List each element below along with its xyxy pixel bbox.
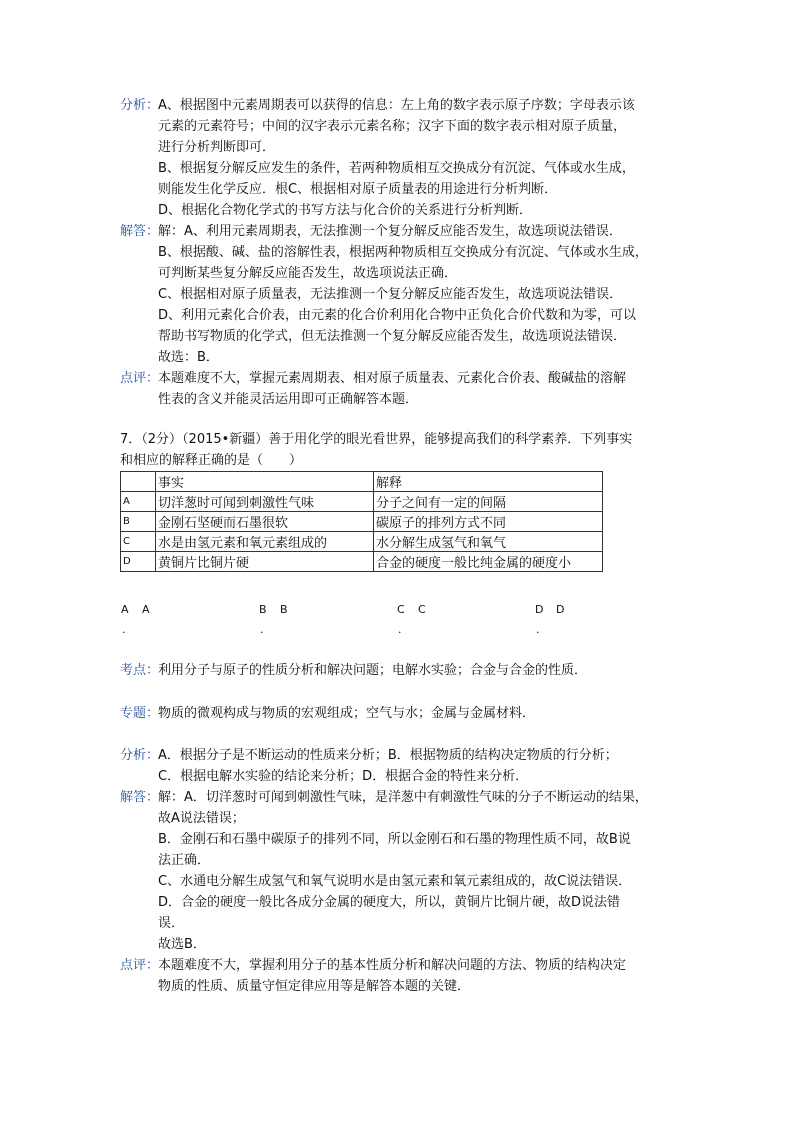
text-line: C、根据相对原子质量表，无法推测一个复分解反应能否发生，故选项说法错误． (158, 287, 623, 302)
option-d-dot: . (536, 623, 540, 636)
option-a-text[interactable]: A (142, 603, 150, 616)
table-header-row (121, 472, 603, 492)
table-cell: 分子之间有一定的间隔 (374, 492, 603, 512)
option-c-letter[interactable]: C (397, 603, 405, 616)
table-header-cell (121, 472, 156, 492)
table-cell: 水是由氢元素和氧元素组成的 (156, 532, 374, 552)
text-line: C、水通电分解生成氢气和氧气说明水是由氢元素和氧元素组成的，故C说法错误． (158, 874, 632, 889)
option-d-text[interactable]: D (556, 603, 565, 616)
text-line: B、根据酸、碱、盐的溶解性表，根据两种物质相互交换成分有沉淀、气体或水生成， (158, 245, 648, 260)
option-c-dot: . (398, 623, 402, 636)
text-line: 物质的微观构成与物质的宏观组成；空气与水；金属与金属材料． (158, 706, 536, 721)
table-cell: 合金的硬度一般比纯金属的硬度小 (374, 552, 603, 572)
text-line: 元素的元素符号；中间的汉字表示元素名称；汉字下面的数字表示相对原子质量， (158, 119, 627, 134)
option-b-dot: . (260, 623, 264, 636)
text-line: B、根据复分解反应发生的条件，若两种物质相互交换成分有沉淀、气体或水生成， (158, 161, 635, 176)
table-cell: 金刚石坚硬而石墨很软 (156, 512, 374, 532)
text-line: 利用分子与原子的性质分析和解决问题；电解水实验；合金与合金的性质． (158, 663, 588, 678)
table-cell: 水分解生成氢气和氧气 (374, 532, 603, 552)
text-line: 本题难度不大，掌握元素周期表、相对原子质量表、元素化合价表、酸碱盐的溶解 (158, 371, 627, 386)
analysis-label: 分析： (120, 748, 160, 763)
text-line: 帮助书写物质的化学式，但无法推测一个复分解反应能否发生，故选项说法错误． (158, 329, 627, 344)
comment-section (120, 371, 159, 387)
text-line: 故选B． (158, 937, 206, 952)
text-line: 本题难度不大，掌握利用分子的基本性质分析和解决问题的方法、物质的结构决定 (158, 958, 627, 973)
table-row (121, 512, 603, 532)
text-line: 故A说法错误； (158, 811, 245, 826)
text-line: A、根据图中元素周期表可以获得的信息：左上角的数字表示原子序数；字母表示该 (158, 98, 635, 113)
comment-section (120, 958, 159, 974)
table-cell: D (121, 552, 156, 572)
stem-line: 7．（2分）（2015•新疆）善于用化学的眼光看世界，能够提高我们的科学素养．下列事实 (120, 432, 633, 447)
answer-section (120, 224, 159, 240)
text-line: 物质的性质、质量守恒定律应用等是解答本题的关键． (158, 979, 471, 994)
zhuanti-label: 专题： (120, 706, 160, 721)
text-line: 解：A．切洋葱时可闻到刺激性气味，是洋葱中有刺激性气味的分子不断运动的结果， (158, 790, 648, 805)
table-cell: 黄铜片比铜片硬 (156, 552, 374, 572)
table-header-cell: 事实 (156, 472, 374, 492)
table-header-cell: 解释 (374, 472, 603, 492)
text-line: A．根据分子是不断运动的性质来分析；B．根据物质的结构决定物质的行分析； (158, 748, 618, 763)
kaodian-label: 考点： (120, 663, 160, 678)
table-cell: 碳原子的排列方式不同 (374, 512, 603, 532)
text-line: 法正确． (158, 853, 211, 868)
text-line: D．合金的硬度一般比各成分金属的硬度大，所以，黄铜片比铜片硬，故D说法错 (158, 895, 621, 910)
text-line: 则能发生化学反应．根C、根据相对原子质量表的用途进行分析判断． (158, 182, 558, 197)
option-b-text[interactable]: B (280, 603, 288, 616)
table-row (121, 532, 603, 552)
text-line: 故选：B． (158, 350, 219, 365)
facts-table (120, 471, 603, 572)
text-line: 性表的含义并能灵活运用即可正确解答本题． (158, 392, 419, 407)
table-cell: A (121, 492, 156, 512)
option-b-letter[interactable]: B (259, 603, 267, 616)
comment-label: 点评： (120, 958, 160, 973)
option-c-text[interactable]: C (418, 603, 426, 616)
stem-line: 和相应的解释正确的是（ ） (120, 453, 303, 468)
option-a-dot: . (122, 623, 126, 636)
answer-label: 解答： (120, 224, 160, 239)
zhuanti-section (120, 706, 159, 722)
table-cell: 切洋葱时可闻到刺激性气味 (156, 492, 374, 512)
text-line: C．根据电解水实验的结论来分析；D．根据合金的特性来分析． (158, 769, 529, 784)
table-cell: C (121, 532, 156, 552)
option-d-letter[interactable]: D (535, 603, 544, 616)
text-line: 可判断某些复分解反应能否发生，故选项说法正确． (158, 266, 458, 281)
answer-section (120, 790, 159, 806)
analysis-section (120, 98, 159, 114)
text-line: 进行分析判断即可． (158, 140, 276, 155)
kaodian-section (120, 663, 159, 679)
table-row (121, 552, 603, 572)
text-line: 解：A、利用元素周期表，无法推测一个复分解反应能否发生，故选项说法错误． (158, 224, 622, 239)
text-line: 误． (158, 916, 185, 931)
text-line: B．金刚石和石墨中碳原子的排列不同，所以金刚石和石墨的物理性质不同，故B说 (158, 832, 631, 847)
analysis-label: 分析： (120, 98, 160, 113)
text-line: D、根据化合物化学式的书写方法与化合价的关系进行分析判断． (158, 203, 533, 218)
answer-label: 解答： (120, 790, 160, 805)
analysis-section (120, 748, 159, 764)
table-row (121, 492, 603, 512)
table-cell: B (121, 512, 156, 532)
text-line: D、利用元素化合价表，由元素的化合价利用化合物中正负化合价代数和为零，可以 (158, 308, 637, 323)
comment-label: 点评： (120, 371, 160, 386)
option-a-letter[interactable]: A (121, 603, 129, 616)
